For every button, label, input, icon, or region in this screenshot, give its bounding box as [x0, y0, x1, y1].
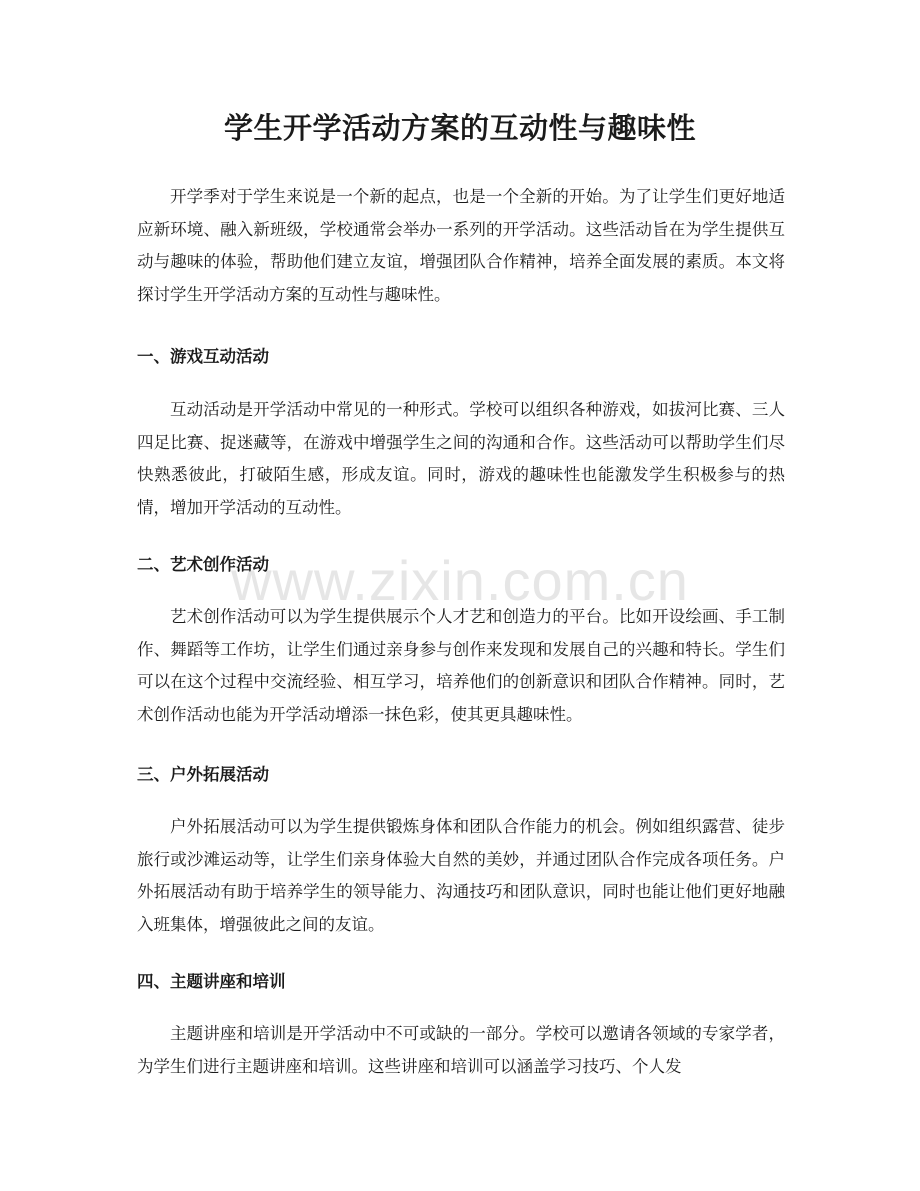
document-title: 学生开学活动方案的互动性与趣味性 [223, 111, 696, 145]
intro-paragraph: 开学季对于学生来说是一个新的起点，也是一个全新的开始。为了让学生们更好地适应新环境、融入新班级，学校通常会举办一系列的开学活动。这些活动旨在为学生提供互动与趣味的体验，帮助他们建立友谊，增强团队合作精神，培养全面发展的素质。本文将探讨学生开学活动方案的互动性与趣味性。 [137, 187, 785, 304]
watermark: www.zixin.com.cn [231, 549, 689, 612]
section-heading-2: 二、艺术创作活动 [137, 555, 269, 574]
section-heading-3: 三、户外拓展活动 [137, 765, 269, 784]
section-heading-4: 四、主题讲座和培训 [137, 972, 286, 991]
section-body-2: 艺术创作活动可以为学生提供展示个人才艺和创造力的平台。比如开设绘画、手工制作、舞蹈等工作坊，让学生们通过亲身参与创作来发现和发展自己的兴趣和特长。学生们可以在这个过程中交流经验、相互学习，培养他们的创新意识和团队合作精神。同时，艺术创作活动也能为开学活动增添一抹色彩，使其更具趣味性。 [137, 607, 785, 724]
section-body-1: 互动活动是开学活动中常见的一种形式。学校可以组织各种游戏，如拔河比赛、三人四足比赛、捉迷藏等，在游戏中增强学生之间的沟通和合作。这些活动可以帮助学生们尽快熟悉彼此，打破陌生感，形成友谊。同时，游戏的趣味性也能激发学生积极参与的热情，增加开学活动的互动性。 [137, 400, 785, 517]
section-body-3: 户外拓展活动可以为学生提供锻炼身体和团队合作能力的机会。例如组织露营、徒步旅行或沙滩运动等，让学生们亲身体验大自然的美妙，并通过团队合作完成各项任务。户外拓展活动有助于培养学生的领导能力、沟通技巧和团队意识，同时也能让他们更好地融入班集体，增强彼此之间的友谊。 [137, 817, 785, 934]
section-body-4: 主题讲座和培训是开学活动中不可或缺的一部分。学校可以邀请各领域的专家学者，为学生们进行主题讲座和培训。这些讲座和培训可以涵盖学习技巧、个人发 [137, 1024, 785, 1076]
section-heading-1: 一、游戏互动活动 [137, 347, 269, 366]
